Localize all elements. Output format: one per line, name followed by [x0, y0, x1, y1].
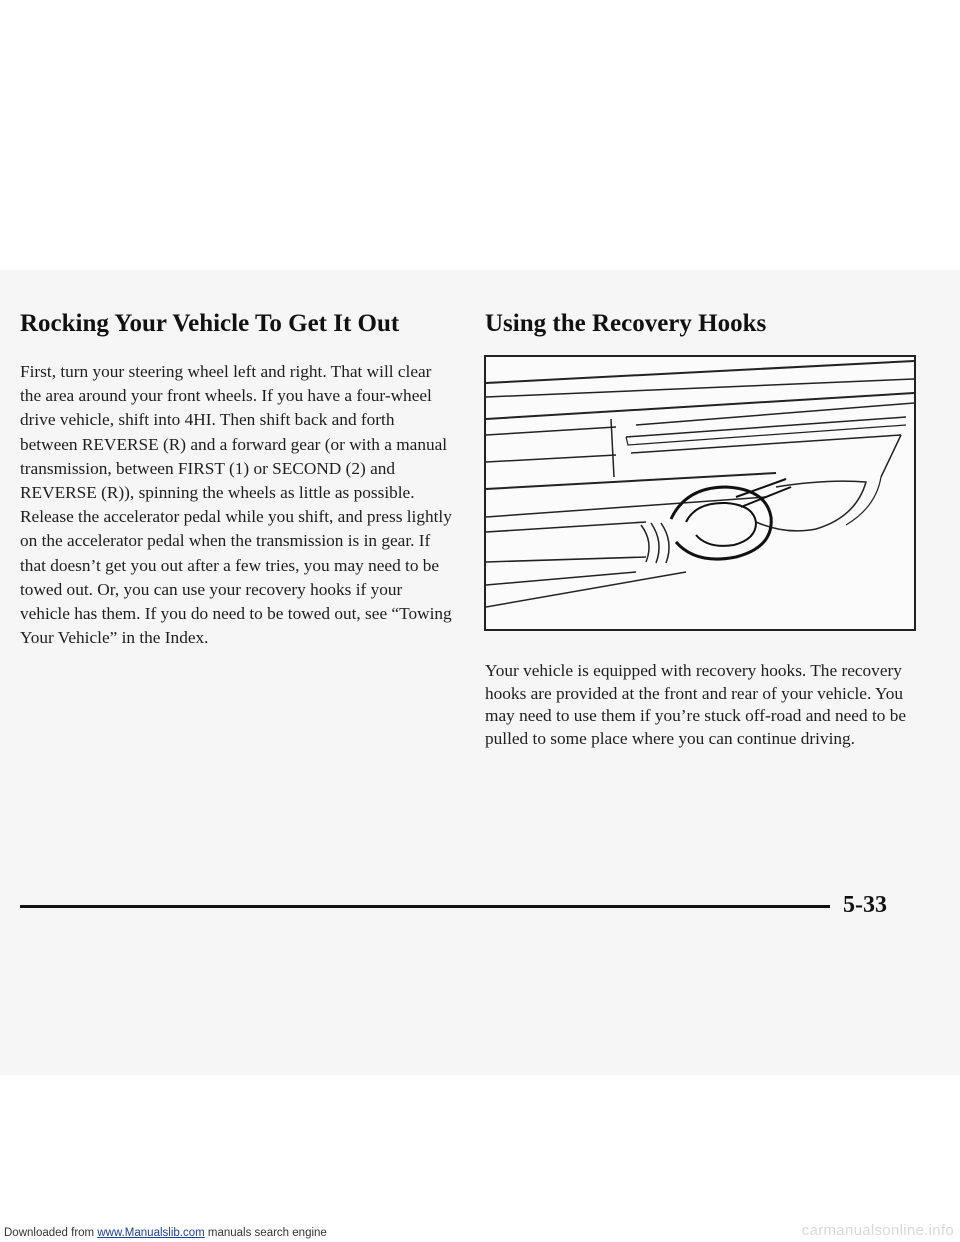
manualslib-link[interactable]: www.Manualslib.com	[97, 1227, 205, 1239]
recovery-hooks-paragraph: Your vehicle is equipped with recovery hooks. The recovery hooks are provided at the front and rear of your vehicle. You may need to use them if you’re stuck off-road and need to be pulled to some place where you can continue driving.	[485, 661, 907, 748]
footer-rule	[20, 905, 830, 908]
recovery-hook-drawing	[486, 357, 914, 629]
page-number: 5-33	[843, 892, 887, 918]
footer-suffix: manuals search engine	[204, 1227, 327, 1239]
page-top-margin	[0, 0, 960, 270]
download-footer-text	[4, 1227, 327, 1239]
recovery-hook-illustration	[484, 355, 916, 631]
section-heading-recovery-hooks: Using the Recovery Hooks	[485, 310, 767, 337]
section-heading-rocking-vehicle: Rocking Your Vehicle To Get It Out	[20, 310, 400, 337]
rocking-vehicle-paragraph: First, turn your steering wheel left and right. That will clear the area around your front wheels. If you have a four-wheel drive vehicle, shift into 4HI. Then shift back and forth between REVERSE (R) and a forward gear (or with a manual transmission, between FIRST (1) or SECOND (2) and REVERSE (R)), spinning the wheels as little as possible. Release the accelerator pedal while you shift, and press lightly on the accelerator pedal when the transmission is in gear. If that doesn’t get you out after a few tries, you may need to be towed out. Or, you can use your recovery hooks if your vehicle has them. If you do need to be towed out, see “Towing Your Vehicle” in the Index.	[20, 362, 452, 648]
watermark-text: carmanualsonline.info	[801, 1222, 954, 1239]
page-bottom-margin	[0, 1075, 960, 1242]
footer-prefix: Downloaded from	[4, 1227, 98, 1239]
